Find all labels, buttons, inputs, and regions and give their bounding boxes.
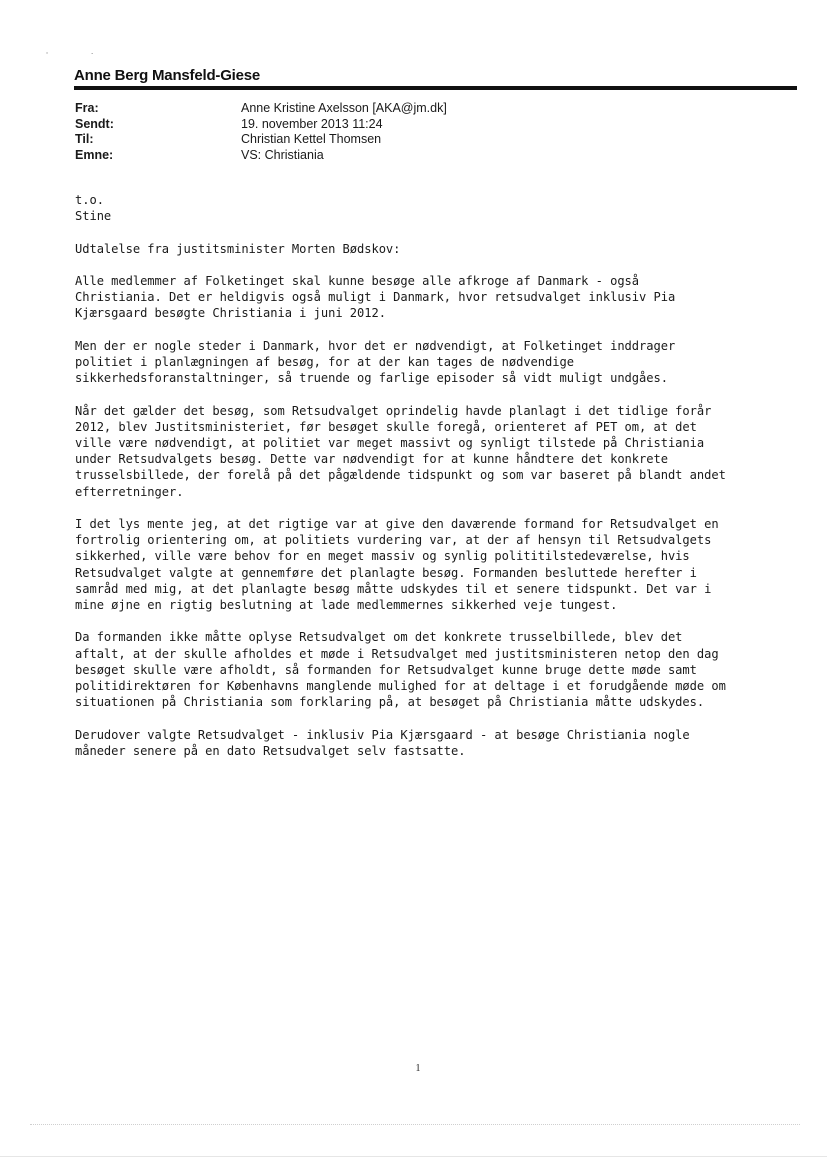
page-number: 1	[415, 1063, 421, 1074]
meta-value: Anne Kristine Axelsson [AKA@jm.dk]	[241, 101, 447, 115]
body-line: måneder senere på en dato Retsudvalget selv fastsatte.	[75, 743, 466, 758]
body-line: Christiania. Det er heldigvis også muligt i Danmark, hvor retsudvalget inklusiv Pia	[75, 290, 676, 305]
body-line: I det lys mente jeg, at det rigtige var at give den daværende formand for Retsudvalget en	[75, 516, 719, 531]
header-rule	[74, 86, 797, 90]
body-line: 2012, blev Justitsministeriet, før besøget skulle foregå, orienteret af PET om, at det	[75, 419, 697, 434]
email-meta	[75, 101, 775, 163]
body-line: sikkerhed, ville være behov for en meget massiv og synlig polititilstedeværelse, hvis	[75, 549, 690, 564]
body-line: Kjærsgaard besøgte Christiania i juni 2012.	[75, 306, 386, 321]
body-line: besøget skulle være afholdt, så formanden for Retsudvalget kunne bruge dette møde samt	[75, 662, 697, 677]
meta-label: Sendt:	[75, 116, 114, 131]
meta-label: Fra:	[75, 101, 99, 115]
scan-speck: ﾟ	[46, 52, 50, 60]
body-line: Men der er nogle steder i Danmark, hvor det er nødvendigt, at Folketinget inddrager	[75, 338, 676, 353]
body-paragraph	[75, 241, 795, 257]
body-paragraph	[75, 727, 795, 759]
body-line: mine øjne en rigtig beslutning at lade medlemmernes sikkerhed veje tungest.	[75, 598, 618, 612]
body-line: trusselsbillede, der forelå på det pågældende tidspunkt og som var baseret på blandt andet	[75, 468, 726, 483]
body-line: politiet i planlægningen af besøg, for at der kan tages de nødvendige	[75, 354, 574, 369]
body-line: Udtalelse fra justitsminister Morten Bødskov:	[75, 241, 401, 256]
meta-value: VS: Christiania	[241, 147, 324, 162]
email-body	[75, 192, 795, 775]
body-line: situationen på Christiania som forklaring på, at besøget på Christiania måtte udskydes.	[75, 695, 705, 710]
body-line: Da formanden ikke måtte oplyse Retsudvalget om det konkrete trusselbillede, blev det	[75, 630, 683, 645]
body-line: aftalt, at der skulle afholdes et møde i Retsudvalget med justitsministeren netop den dag	[75, 646, 719, 661]
meta-row-to	[75, 132, 775, 148]
body-line: ville være nødvendigt, at politiet var meget massivt og synligt tilstede på Christiania	[75, 435, 705, 450]
header-name: Anne Berg Mansfeld-Giese	[74, 67, 261, 84]
body-line: under Retsudvalgets besøg. Dette var nødvendigt for at kunne håndtere det konkrete	[75, 452, 668, 467]
meta-row-sent	[75, 117, 775, 133]
body-line: fortrolig orientering om, at politiets vurdering var, at der af hensyn til Retsudvalgets	[75, 533, 712, 548]
body-line: Når det gælder det besøg, som Retsudvalget oprindelig havde planlagt i det tidlige forår	[75, 403, 712, 418]
body-paragraph	[75, 516, 795, 613]
body-line: t.o.	[75, 193, 104, 207]
meta-label: Til:	[75, 132, 94, 147]
meta-row-subject	[75, 148, 775, 164]
scan-speck: ·	[91, 50, 94, 58]
body-line: Alle medlemmer af Folketinget skal kunne besøge alle afkroge af Danmark - også	[75, 273, 640, 288]
body-line: politidirektøren for Københavns manglende mulighed for at deltage i et forudgående møde om	[75, 679, 726, 693]
body-paragraph	[75, 629, 795, 710]
body-line: samråd med mig, at det planlagte besøg måtte udskydes til et senere tidspunkt. Det var i	[75, 581, 712, 596]
meta-value: 19. november 2013 11:24	[241, 116, 383, 131]
footer-dotted-rule	[30, 1124, 800, 1126]
meta-value: Christian Kettel Thomsen	[241, 132, 382, 147]
body-line: efterretninger.	[75, 484, 184, 499]
body-line: Retsudvalget valgte at gennemføre det planlagte besøg. Formanden besluttede herefter i	[75, 565, 697, 580]
body-line: Derudover valgte Retsudvalget - inklusiv Pia Kjærsgaard - at besøge Christiania nogle	[75, 727, 690, 742]
footer-rule	[0, 1156, 827, 1157]
body-line: Stine	[75, 209, 112, 224]
meta-row-from	[75, 101, 775, 117]
body-paragraph	[75, 192, 795, 224]
body-paragraph	[75, 403, 795, 500]
body-paragraph	[75, 338, 795, 387]
body-paragraph	[75, 273, 795, 322]
meta-label: Emne:	[75, 147, 114, 162]
body-line: sikkerhedsforanstaltninger, så truende og farlige episoder så vidt muligt undgåes.	[75, 371, 668, 386]
